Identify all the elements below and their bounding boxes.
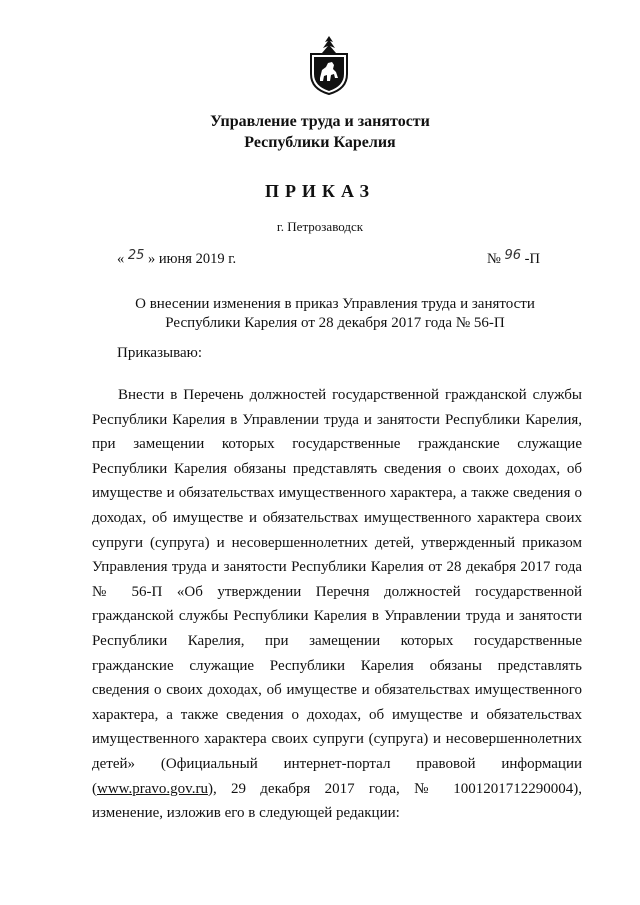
- document-number: [487, 248, 540, 268]
- subject-line1: О внесении изменения в приказ Управления труда и занятости: [135, 296, 535, 312]
- body-paragraph: [92, 383, 582, 826]
- organization-name-line1: Управление труда и занятости: [210, 113, 430, 130]
- subject-line2: Республики Карелия от 28 декабря 2017 года № 56-П: [165, 315, 505, 331]
- document-type-heading: ПРИКАЗ: [264, 181, 376, 201]
- document-date: [117, 248, 237, 268]
- organization-name-line2: Республики Карелия: [244, 134, 396, 151]
- city-name: г. Петрозаводск: [276, 219, 364, 234]
- number-prefix: №: [487, 251, 501, 267]
- number-suffix: -П: [524, 251, 540, 267]
- order-word: Приказываю:: [117, 345, 202, 361]
- karelia-coat-of-arms-icon: [306, 34, 352, 96]
- body-text-before-link: Внести в Перечень должностей государственной гражданской службы Республики Карелия в Управлении труда и занятости Республики Карелия, при замещении которых государственные гражданские служащие Республики Карелия обязаны представлять сведения о своих доходах, об имуществе и обязательствах имущественного характера, а также сведения о доходах, об имуществе и обязательствах имущественного характера своих супруги (супруга) и несовершеннолетних детей, утвержденный приказом Управления труда и занятости Республики Карелия от 28 декабря 2017 года № 56-П «Об утверждении Перечня должностей государственной гражданской службы Республики Карелия в Управлении труда и занятости Республики Карелия, при замещении которых государственные гражданские служащие Республики Карелия обязаны представлять сведения о своих доходах, об имуществе и обязательствах имущественного характера, а также сведения о доходах, об имуществе и обязательствах имущественного характера своих супруги (супруга) и несовершеннолетних детей» (Официальный интернет-портал правовой информации (: [92, 387, 582, 797]
- handwritten-day: 25: [127, 248, 145, 263]
- body-text-after-link: ), 29 декабря 2017 года, № 1001201712290004), изменение, изложив его в следующей редакции:: [92, 780, 582, 822]
- pravo-gov-link[interactable]: www.pravo.gov.ru: [97, 780, 208, 797]
- handwritten-number: 96: [504, 248, 522, 263]
- date-month-year: июня 2019 г.: [158, 251, 237, 267]
- date-open-quote: «: [117, 251, 125, 267]
- date-close-quote: »: [148, 251, 156, 267]
